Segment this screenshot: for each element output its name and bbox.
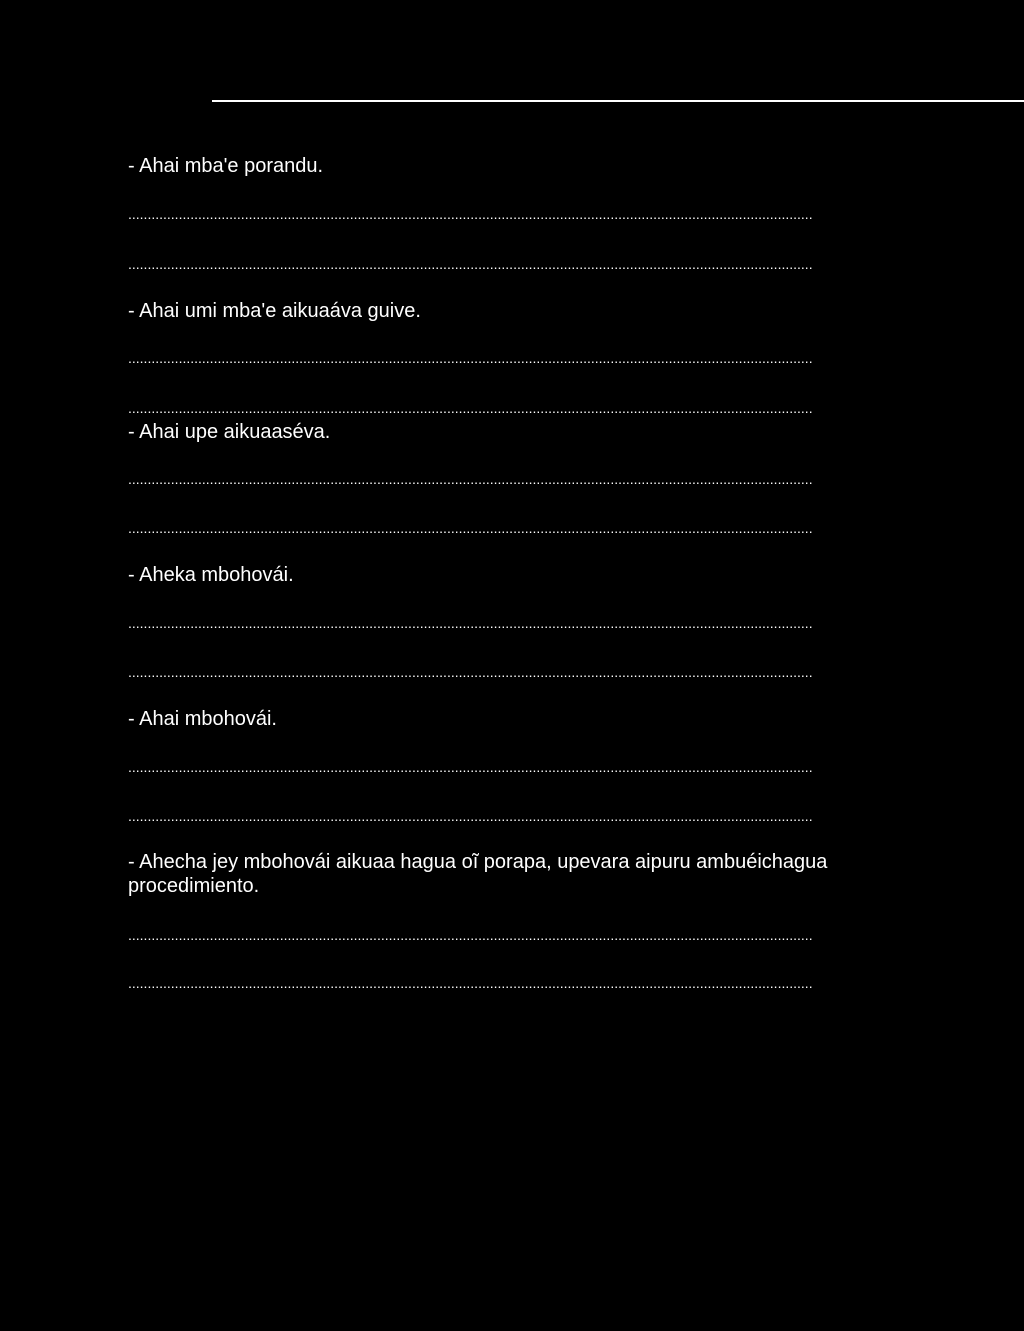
answer-line: ................................................................................................................................................................................ [128, 808, 813, 824]
answer-line: ................................................................................................................................................................................ [128, 350, 813, 366]
question-2-text: - Ahai umi mba'e aikuaáva guive. [128, 300, 421, 322]
answer-line: ................................................................................................................................................................................ [128, 256, 813, 272]
answer-line: ................................................................................................................................................................................ [128, 927, 813, 943]
answer-line: ................................................................................................................................................................................ [128, 471, 813, 487]
answer-line: ................................................................................................................................................................................ [128, 615, 813, 631]
answer-line: ................................................................................................................................................................................ [128, 400, 813, 416]
question-3-text: - Ahai upe aikuaaséva. [128, 421, 331, 443]
question-6-text: - Ahecha jey mbohovái aikuaa hagua oĩ porapa, upevara aipuru ambuéichagua procedimiento. [128, 851, 828, 897]
top-rule [212, 100, 1024, 102]
question-5-text: - Ahai mbohovái. [128, 708, 277, 730]
answer-line: ................................................................................................................................................................................ [128, 206, 813, 222]
answer-line: ................................................................................................................................................................................ [128, 975, 813, 991]
answer-line: ................................................................................................................................................................................ [128, 759, 813, 775]
question-1-text: - Ahai mba'e porandu. [128, 155, 324, 177]
question-4-text: - Aheka mbohovái. [128, 564, 294, 586]
answer-line: ................................................................................................................................................................................ [128, 520, 813, 536]
answer-line: ................................................................................................................................................................................ [128, 664, 813, 680]
